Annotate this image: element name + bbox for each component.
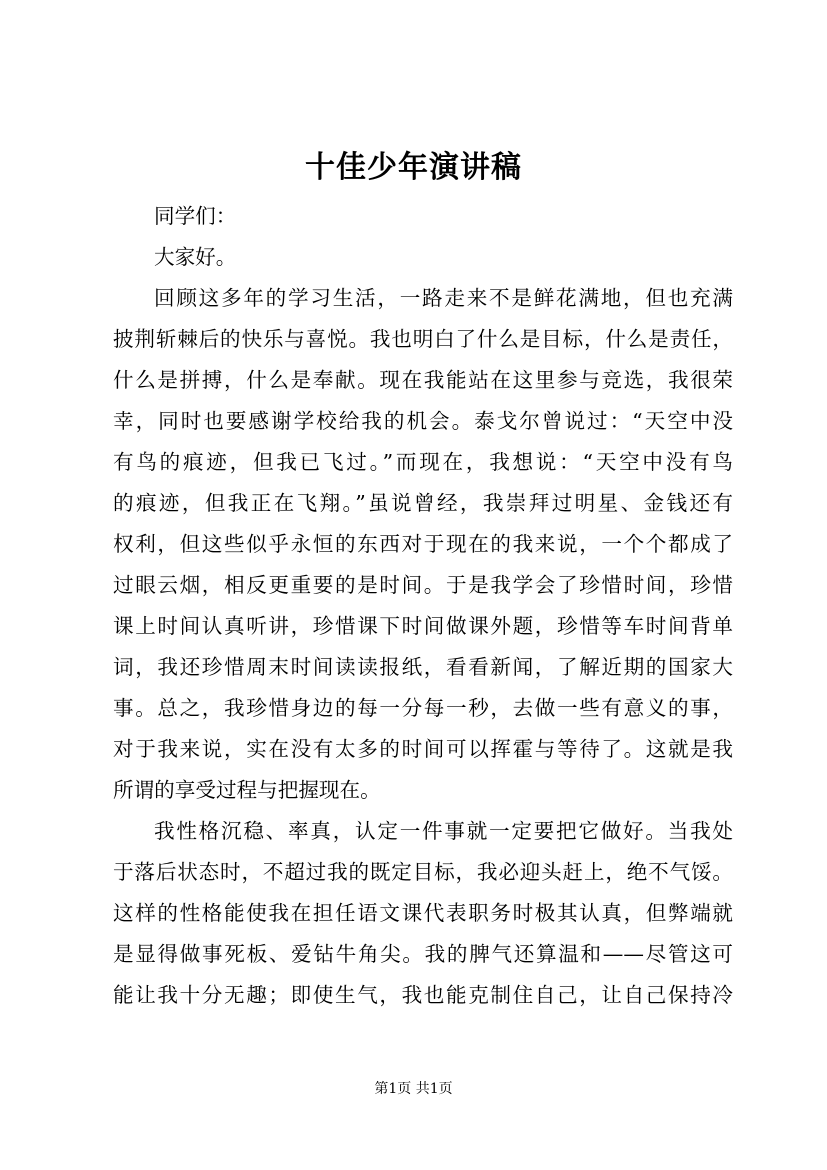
paragraph-line: 权利，但这些似乎永恒的东西对于现在的我来说，一个个都成了 xyxy=(113,532,733,556)
paragraph-line: 对于我来说，实在没有太多的时间可以挥霍与等待了。这就是我 xyxy=(113,737,733,761)
paragraph-line: 所谓的享受过程与把握现在。 xyxy=(113,778,381,802)
paragraph-line: 这样的性格能使我在担任语文课代表职务时极其认真，但弊端就 xyxy=(113,901,733,925)
paragraph-line: 有鸟的痕迹，但我已飞过。”而现在，我想说：“天空中没有鸟 xyxy=(113,450,733,474)
paragraph-line: 我性格沉稳、率真，认定一件事就一定要把它做好。当我处 xyxy=(154,819,733,843)
paragraph-line: 是显得做事死板、爱钻牛角尖。我的脾气还算温和——尽管这可 xyxy=(113,942,733,966)
paragraph-line: 过眼云烟，相反更重要的是时间。于是我学会了珍惜时间，珍惜 xyxy=(113,573,733,597)
paragraph-line: 课上时间认真听讲，珍惜课下时间做课外题，珍惜等车时间背单 xyxy=(113,614,733,638)
greeting-line: 同学们： xyxy=(154,204,237,228)
document-body xyxy=(113,196,733,1016)
paragraph-line: 什么是拼搏，什么是奉献。现在我能站在这里参与竞选，我很荣 xyxy=(113,368,733,392)
paragraph-line: 回顾这多年的学习生活，一路走来不是鲜花满地，但也充满 xyxy=(154,286,733,310)
paragraph-line: 能让我十分无趣；即使生气，我也能克制住自己，让自己保持冷 xyxy=(113,983,733,1007)
paragraph-line: 事。总之，我珍惜身边的每一分每一秒，去做一些有意义的事， xyxy=(113,696,733,720)
page-footer: 第1页 共1页 xyxy=(374,1081,453,1097)
paragraph-line: 披荆斩棘后的快乐与喜悦。我也明白了什么是目标，什么是责任， xyxy=(113,327,733,351)
paragraph-line: 词，我还珍惜周末时间读读报纸，看看新闻，了解近期的国家大 xyxy=(113,655,733,679)
document-title: 十佳少年演讲稿 xyxy=(305,150,522,185)
paragraph-line: 的痕迹，但我正在飞翔。”虽说曾经，我崇拜过明星、金钱还有 xyxy=(113,491,733,515)
paragraph-line: 幸，同时也要感谢学校给我的机会。泰戈尔曾说过：“天空中没 xyxy=(113,409,733,433)
greeting-line: 大家好。 xyxy=(154,245,237,269)
paragraph-line: 于落后状态时，不超过我的既定目标，我必迎头赶上，绝不气馁。 xyxy=(113,860,733,884)
